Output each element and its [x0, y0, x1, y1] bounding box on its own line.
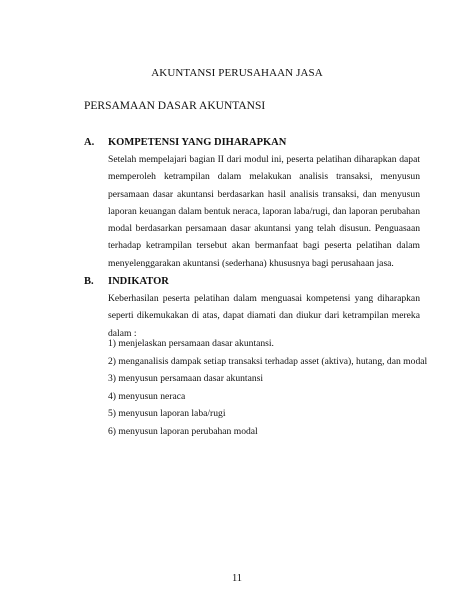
section-letter: B.	[84, 276, 94, 287]
indicator-list	[108, 335, 428, 441]
list-item: 2) menganalisis dampak setiap transaksi terhadap asset (aktiva), hutang, dan modal	[108, 355, 428, 367]
section-paragraph: Keberhasilan peserta pelatihan dalam menguasai kompetensi yang diharapkan seperti dikemukakan di atas, dapat diamati dan diukur dari ketrampilan mereka dalam :	[108, 293, 420, 339]
list-item: 6) menyusun laporan perubahan modal	[108, 425, 258, 437]
section-paragraph: Setelah mempelajari bagian II dari modul ini, peserta pelatihan diharapkan dapat memperoleh ketrampilan dalam melakukan analisis transaksi, menyusun persamaan dasar akuntansi berdasarkan hasil analisis transaksi, dan menyusun laporan keuangan dalam bentuk neraca, laporan laba/rugi, dan laporan perubahan modal berdasarkan persamaan dasar akuntansi yang telah disusun. Penguasaan terhadap ketrampilan tersebut akan bermanfaat bagi peserta pelatihan dalam menyelenggarakan akuntansi (sederhana) khususnya bagi perusahaan jasa.	[108, 154, 420, 269]
list-item: 3) menyusun persamaan dasar akuntansi	[108, 373, 264, 385]
document-title: AKUNTANSI PERUSAHAAN JASA	[151, 67, 323, 79]
section-letter: A.	[84, 137, 95, 148]
section-title: KOMPETENSI YANG DIHARAPKAN	[108, 137, 287, 148]
chapter-title: PERSAMAAN DASAR AKUNTANSI	[84, 100, 266, 112]
section-title: INDIKATOR	[108, 276, 169, 287]
list-item: 4) menyusun neraca	[108, 390, 186, 402]
page-number: 11	[231, 573, 243, 584]
list-item: 5) menyusun laporan laba/rugi	[108, 408, 226, 420]
list-item: 1) menjelaskan persamaan dasar akuntansi.	[108, 338, 274, 349]
